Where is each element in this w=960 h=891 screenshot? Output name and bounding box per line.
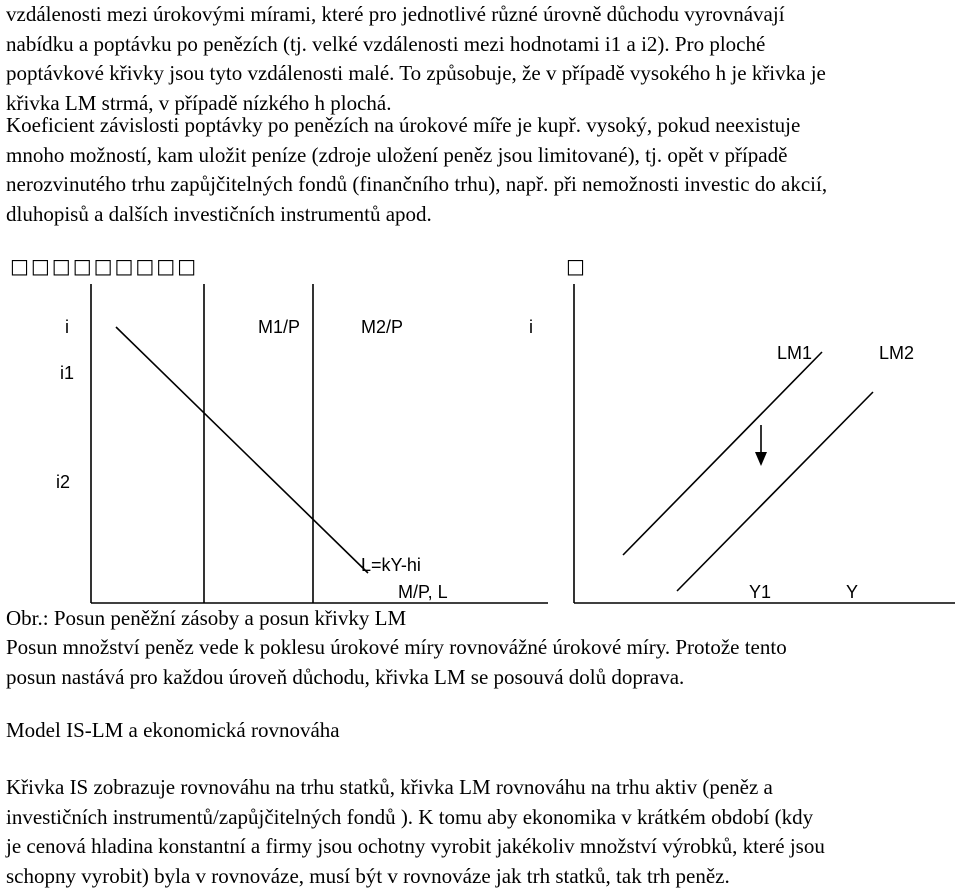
- coefficient-paragraph: [6, 111, 956, 229]
- placeholder-glyphs-right: □: [566, 254, 587, 278]
- text-line: schopny vyrobit) byla v rovnováze, musí být v rovnováze jak trh statků, tak trh peněz.: [6, 862, 956, 891]
- money-demand-label: L=kY-hi: [361, 555, 421, 575]
- lm2-curve: [677, 392, 873, 591]
- left-x-axis-label: M/P, L: [398, 582, 448, 602]
- text-line: poptávkové křivky jsou tyto vzdálenosti malé. To způsobuje, že v případě vysokého h je křivka je: [6, 59, 956, 89]
- i1-label: i1: [60, 363, 74, 383]
- lm2-label: LM2: [879, 343, 914, 363]
- left-y-axis-label: i: [65, 317, 69, 337]
- i2-label: i2: [56, 472, 70, 492]
- text-line: křivka LM strmá, v případě nízkého h plochá.: [6, 89, 956, 119]
- right-y-axis-label: i: [529, 317, 533, 337]
- text-line: Posun množství peněz vede k poklesu úrokové míry rovnovážné úrokové míry. Protože tento: [6, 633, 956, 663]
- is-lm-paragraph: [6, 773, 956, 891]
- right-x-axis-label: Y: [846, 582, 858, 602]
- y1-label: Y1: [749, 582, 771, 602]
- shift-arrow-head: [755, 452, 767, 466]
- text-line: Křivka IS zobrazuje rovnováhu na trhu statků, křivka LM rovnováhu na trhu aktiv (peněz a: [6, 773, 956, 803]
- money-demand-curve: [116, 327, 368, 573]
- heading-text: Model IS-LM a ekonomická rovnováha: [6, 716, 956, 746]
- caption-text: Obr.: Posun peněžní zásoby a posun křivky LM: [6, 604, 956, 634]
- text-line: vzdálenosti mezi úrokovými mírami, které pro jednotlivé různé úrovně důchodu vyrovnávají: [6, 0, 956, 30]
- text-line: nabídku a poptávku po penězích (tj. velké vzdálenosti mezi hodnotami i1 a i2). Pro ploché: [6, 30, 956, 60]
- lm1-label: LM1: [777, 343, 812, 363]
- lm1-curve: [623, 352, 822, 555]
- m2p-label: M2/P: [361, 317, 403, 337]
- text-line: mnoho možností, kam uložit peníze (zdroje uložení peněz jsou limitované), tj. opět v případě: [6, 141, 956, 171]
- text-line: dluhopisů a dalších investičních instrumentů apod.: [6, 200, 956, 230]
- section-heading: [6, 716, 956, 746]
- placeholder-glyphs-left: □□□□□□□□□: [10, 254, 198, 278]
- figure-caption: [6, 604, 956, 634]
- text-line: posun nastává pro každou úroveň důchodu, křivka LM se posouvá dolů doprava.: [6, 663, 956, 693]
- shift-paragraph: [6, 633, 956, 692]
- m1p-label: M1/P: [258, 317, 300, 337]
- intro-paragraph: [6, 0, 956, 118]
- text-line: nerozvinutého trhu zapůjčitelných fondů (finančního trhu), např. při nemožnosti investic do akcií,: [6, 170, 956, 200]
- text-line: investičních instrumentů/zapůjčitelných fondů ). K tomu aby ekonomika v krátkém období (kdy: [6, 803, 956, 833]
- text-line: Koeficient závislosti poptávky po penězích na úrokové míře je kupř. vysoký, pokud neexistuje: [6, 111, 956, 141]
- lm-shift-figure: [0, 270, 960, 610]
- text-line: je cenová hladina konstantní a firmy jsou ochotny vyrobit jakékoliv množství výrobků, které jsou: [6, 832, 956, 862]
